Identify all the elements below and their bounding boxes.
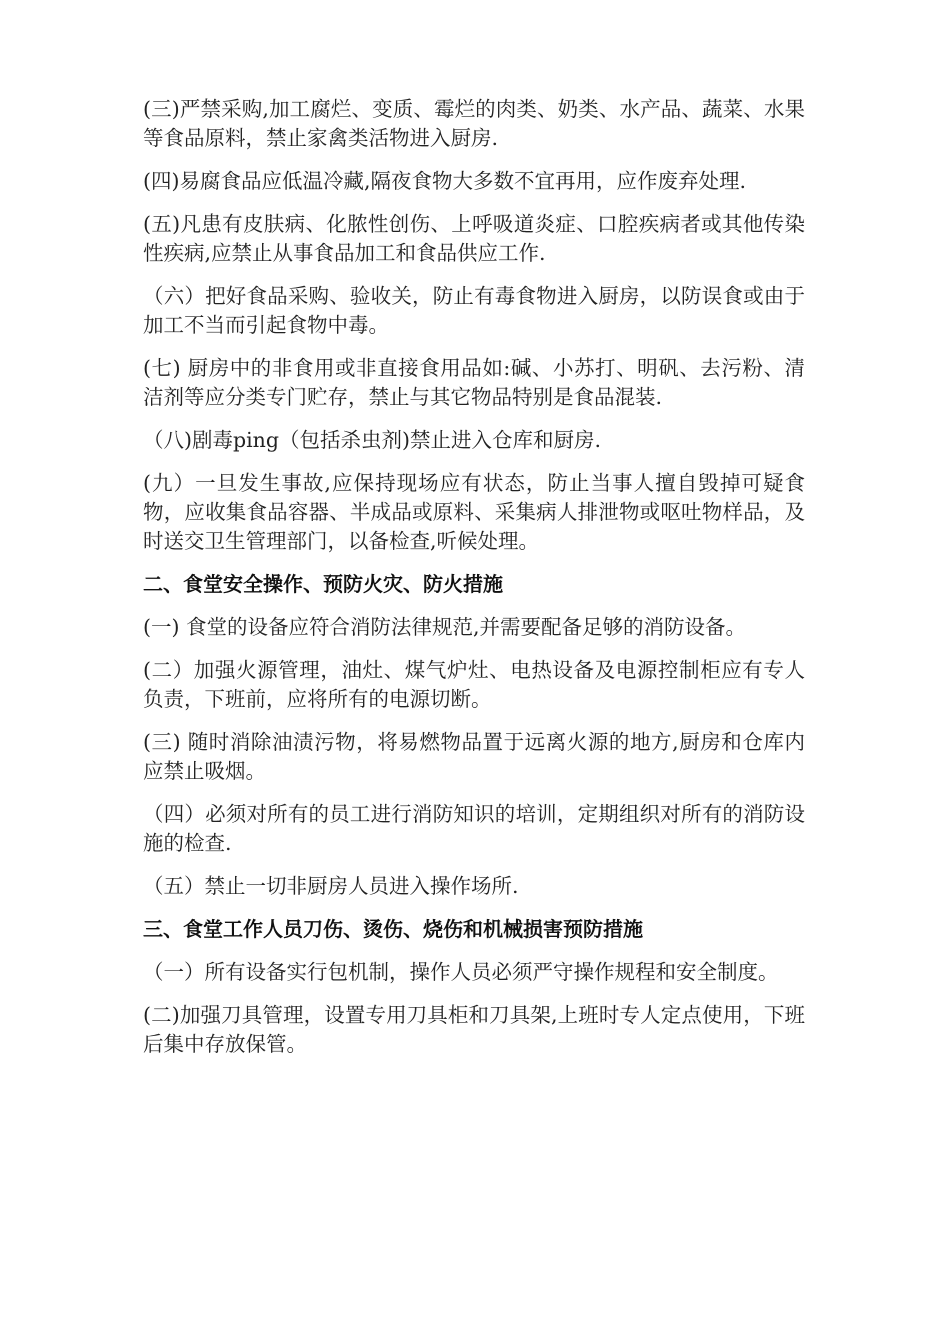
section-heading-fire-prevention: 二、食堂安全操作、预防火灾、防火措施 — [143, 572, 503, 596]
paragraph-knife-management: (二)加强刀具管理，设置专用刀具柜和刀具架,上班时专人定点使用，下班后集中存放保管。 — [143, 1003, 805, 1056]
paragraph-fire-training: （四）必须对所有的员工进行消防知识的培训，定期组织对所有的消防设施的检查. — [143, 802, 805, 855]
paragraph-perishable-food: (四)易腐食品应低温冷藏,隔夜食物大多数不宜再用，应作废弃处理. — [143, 169, 747, 193]
paragraph-access-restriction: （五）禁止一切非厨房人员进入操作场所. — [143, 874, 519, 898]
paragraph-food-procurement-ban: (三)严禁采购,加工腐烂、变质、霉烂的肉类、奶类、水产品、蔬菜、水果等食品原料，禁止家禽类活物进入厨房. — [143, 97, 805, 150]
document-body — [143, 95, 805, 1073]
paragraph-fire-source-management: (二）加强火源管理，油灶、煤气炉灶、电热设备及电源控制柜应有专人负责，下班前，应将所有的电源切断。 — [143, 658, 805, 711]
paragraph-equipment-responsibility: （一）所有设备实行包机制，操作人员必须严守操作规程和安全制度。 — [143, 960, 779, 984]
section-heading-injury-prevention: 三、食堂工作人员刀伤、烫伤、烧伤和机械损害预防措施 — [143, 917, 643, 941]
paragraph-poison-ban: （八)剧毒ping（包括杀虫剂)禁止进入仓库和厨房. — [143, 428, 602, 452]
paragraph-oil-cleanup: (三) 随时消除油渍污物，将易燃物品置于远离火源的地方,厨房和仓库内应禁止吸烟。 — [143, 730, 805, 783]
paragraph-procurement-inspection: （六）把好食品采购、验收关，防止有毒食物进入厨房，以防误食或由于加工不当而引起食物中毒。 — [143, 284, 805, 337]
paragraph-non-food-storage: (七) 厨房中的非食用或非直接食用品如:碱、小苏打、明矾、去污粉、清洁剂等应分类专门贮存，禁止与其它物品特别是食品混装. — [143, 356, 805, 409]
paragraph-incident-handling: (九）一旦发生事故,应保持现场应有状态，防止当事人擅自毁掉可疑食物，应收集食品容器、半成品或原料、采集病人排泄物或呕吐物样品，及时送交卫生管理部门，以备检查,听候处理。 — [143, 471, 805, 553]
paragraph-fire-equipment: (一) 食堂的设备应符合消防法律规范,并需要配备足够的消防设备。 — [143, 615, 747, 639]
paragraph-sick-staff: (五)凡患有皮肤病、化脓性创伤、上呼吸道炎症、口腔疾病者或其他传染性疾病,应禁止从事食品加工和食品供应工作. — [143, 212, 805, 265]
